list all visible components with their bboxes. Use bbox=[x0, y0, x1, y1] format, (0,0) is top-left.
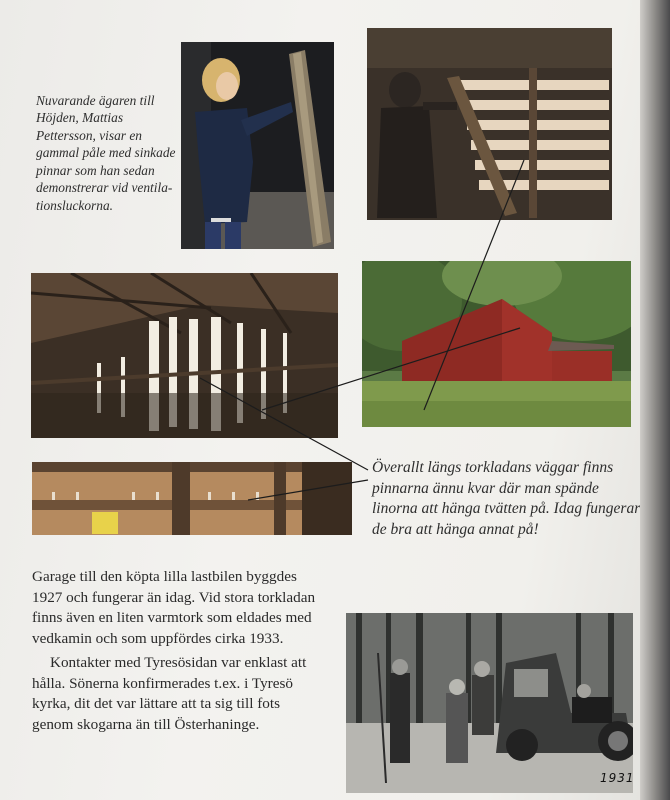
caption-owner: Nuvarande ägaren till Höjden, Mattias Pettersson, visar en gammal påle med sinkade pinnar som han sedan demonstrerar vid ventilationsluckorna. bbox=[36, 93, 176, 213]
body-paragraph-contacts: Kontakter med Tyresösidan var enklast att hålla. Sönerna konfirmerades t.ex. i Tyresö kyrka, dit det var lättare att ta sig till fots genom skogarna än till Österhaninge. bbox=[32, 654, 307, 733]
photo-ventilation-slats bbox=[367, 28, 612, 220]
photo-man-with-post bbox=[181, 42, 334, 249]
caption-pegs: Överallt längs torkladans väggar finns pinnarna ännu kvar där man spände linorna att hänga tvätten på. Idag fungerar de bra att hänga annat på! bbox=[372, 459, 641, 538]
photo-year-label: 1931 bbox=[600, 771, 635, 785]
body-text bbox=[32, 567, 322, 735]
photo-wall-pegs bbox=[32, 462, 352, 535]
body-paragraph-garage: Garage till den köpta lilla lastbilen byggdes 1927 och fungerar än idag. Vid stora torkladan finns även en liten varmtork som eldades med vedkamin och som uppfördes cirka 1933. bbox=[32, 568, 316, 647]
photo-barn-interior bbox=[31, 273, 338, 438]
photo-historic-truck bbox=[346, 613, 633, 793]
page-edge bbox=[640, 0, 670, 800]
photo-red-barn bbox=[362, 261, 631, 427]
